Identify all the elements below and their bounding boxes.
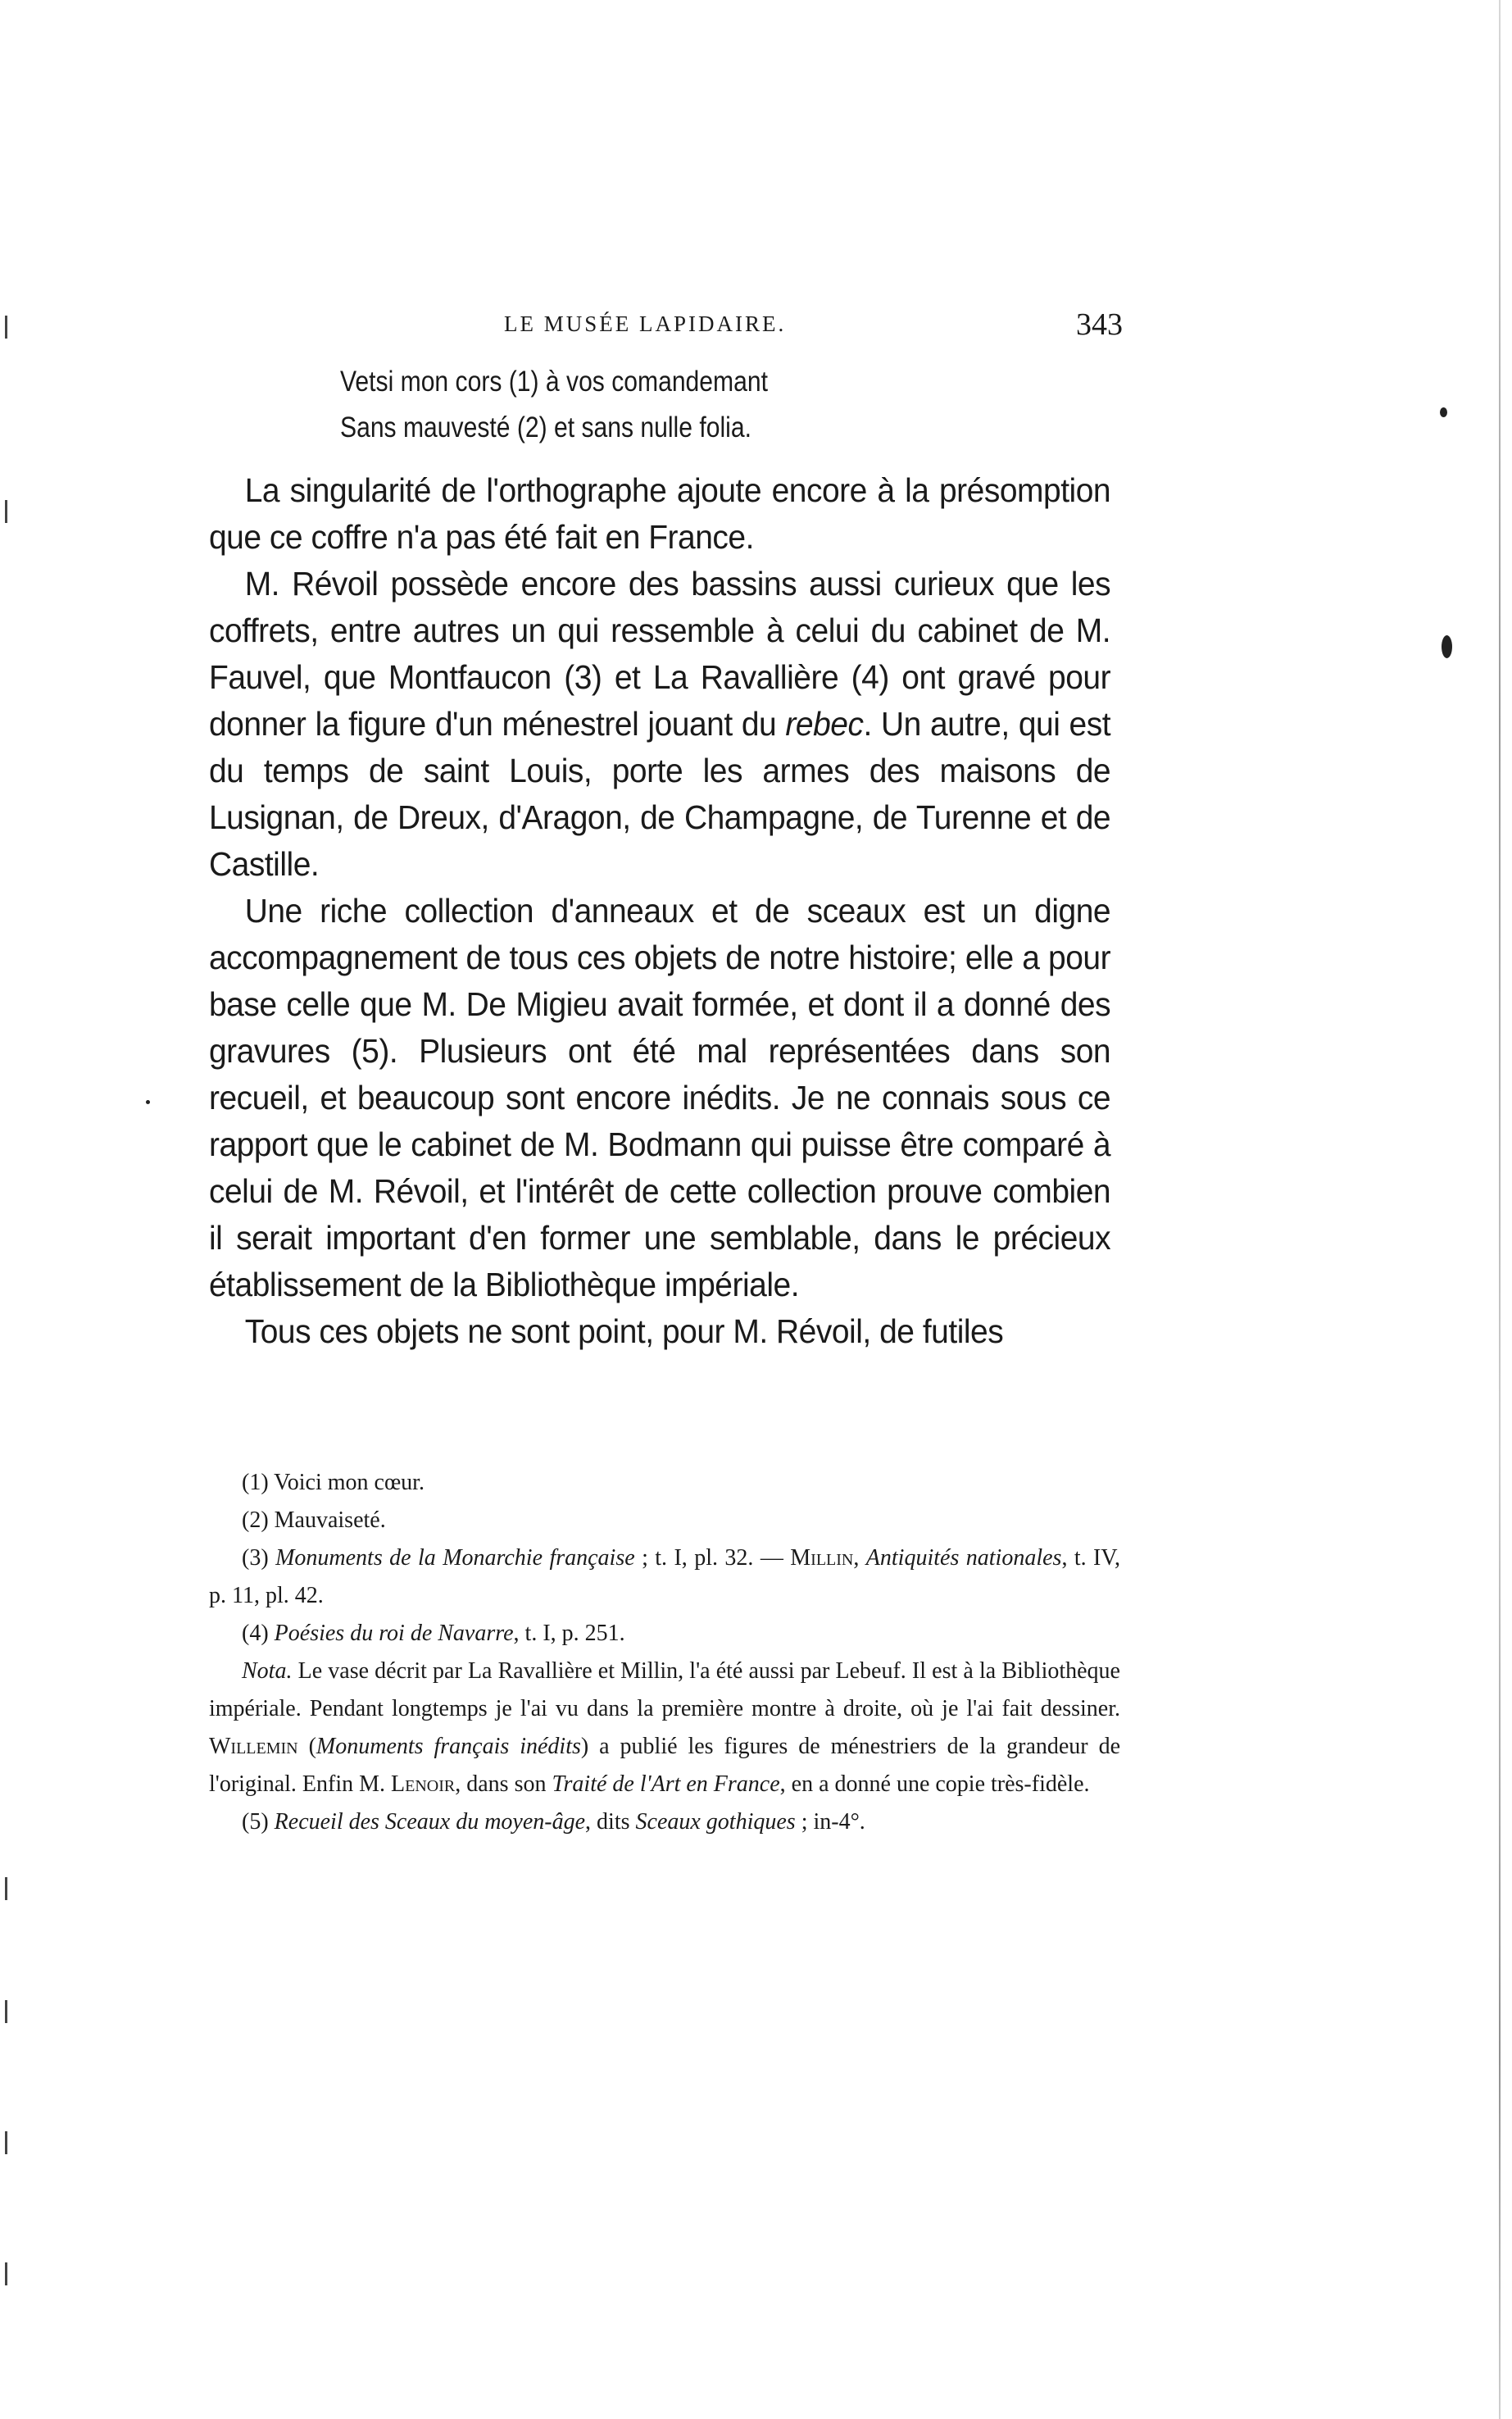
footnote-number: (3) [242,1545,276,1571]
body-text [209,467,1110,1355]
footnote-4 [209,1615,1120,1653]
footnote-text: , dans son [455,1771,552,1797]
running-head [205,307,1123,349]
footnote-3 [209,1539,1120,1615]
footnote-text: ( [297,1734,316,1759]
scan-edge-line [1499,0,1501,2419]
verse-line: Vetsi mon cors (1) à vos comandemant [340,366,768,398]
footnote-number: (5) [242,1809,275,1835]
scan-margin-mark [5,1877,7,1900]
scan-margin-mark [5,316,7,339]
footnote-title: Antiquités nationales [865,1545,1062,1571]
footnote-author: Willemin [209,1734,298,1759]
footnote-author: Lenoir [391,1771,456,1797]
scan-margin-mark [5,2131,7,2154]
scan-margin-mark [5,2000,7,2023]
footnote-text: ) a publié les figures de ménestriers de la grandeur de l'original. Enfin M. [209,1734,1121,1797]
paragraph: Une riche collection d'anneaux et de sceaux est un digne accompagnement de tous ces objets de notre histoire; elle a pour base celle que M. De Migieu avait formée, et dont il a donné des gravures (5). Plusieurs ont été mal représentées dans son recueil, et beaucoup sont encore inédits. Je ne connais sous ce rapport que le cabinet de M. Bodmann qui puisse être comparé à celui de M. Révoil, et l'intérêt de cette collection prouve combien il serait important d'en former une semblable, dans le précieux établissement de la Bibliothèque impériale. [209,892,1111,1303]
footnote-nota [209,1653,1120,1803]
paragraph-text: . Un autre, qui est du temps de saint Louis, porte les armes des maisons de Lusignan, de Dreux, d'Aragon, de Champagne, de Turenne et de Castille. [209,705,1111,883]
nota-label: Nota. [242,1658,293,1684]
verse-line: Sans mauvesté (2) et sans nulle folia. [340,412,751,443]
footnote-title: Traité de l'Art en France [552,1771,780,1797]
footnote-1: (1) Voici mon cœur. [242,1470,425,1495]
paragraph: Tous ces objets ne sont point, pour M. Révoil, de futiles [244,1312,1004,1350]
verse-quote [340,359,768,451]
footnote-text: ; in-4°. [795,1809,865,1835]
footnotes [209,1464,1120,1841]
footnote-text: ; t. I, pl. 32. — [634,1545,791,1571]
ink-speck [1442,635,1452,658]
footnote-author: Millin [790,1545,854,1571]
footnote-text: , [853,1545,866,1571]
footnote-2: (2) Mauvaiseté. [242,1507,386,1533]
italic-term: rebec [785,705,864,743]
footnote-title: Monuments de la Monarchie française [275,1545,635,1571]
footnote-5 [209,1803,1120,1841]
footnote-text: , t. IV, p. 11, pl. 42. [209,1545,1120,1608]
footnote-number: (4) [242,1621,275,1646]
footnote-title: Poésies du roi de Navarre [274,1621,514,1646]
ink-speck [146,1100,150,1104]
running-title: LE MUSÉE LAPIDAIRE. [504,311,787,336]
footnote-text: , dits [585,1809,636,1835]
footnote-title: Sceaux gothiques [635,1809,796,1835]
page-number: 343 [1076,307,1123,342]
scan-margin-mark [5,2262,7,2285]
paragraph-text: M. Révoil possède encore des bassins aussi curieux que les coffrets, entre autres un qui ressemble à celui du cabinet de M. Fauvel, que Montfaucon (3) et La Ravallière (4) ont gravé pour donner la figure d'un ménestrel jouant du [209,565,1111,743]
footnote-title: Recueil des Sceaux du moyen-âge [274,1809,586,1835]
scan-margin-mark [5,500,7,523]
footnote-text: , t. I, p. 251. [513,1621,625,1646]
paragraph: La singularité de l'orthographe ajoute encore à la présomption que ce coffre n'a pas été fait en France. [209,471,1111,556]
footnote-text: , en a donné une copie très-fidèle. [779,1771,1090,1797]
paragraph [209,561,1110,888]
footnote-title: Monuments français inédits [316,1734,581,1759]
ink-speck [1440,407,1447,417]
footnote-text: Le vase décrit par La Ravallière et Millin, l'a été aussi par Lebeuf. Il est à la Bibliothèque impériale. Pendant longtemps je l'ai vu dans la première montre à droite, où je l'ai fait dessiner. [209,1658,1120,1721]
